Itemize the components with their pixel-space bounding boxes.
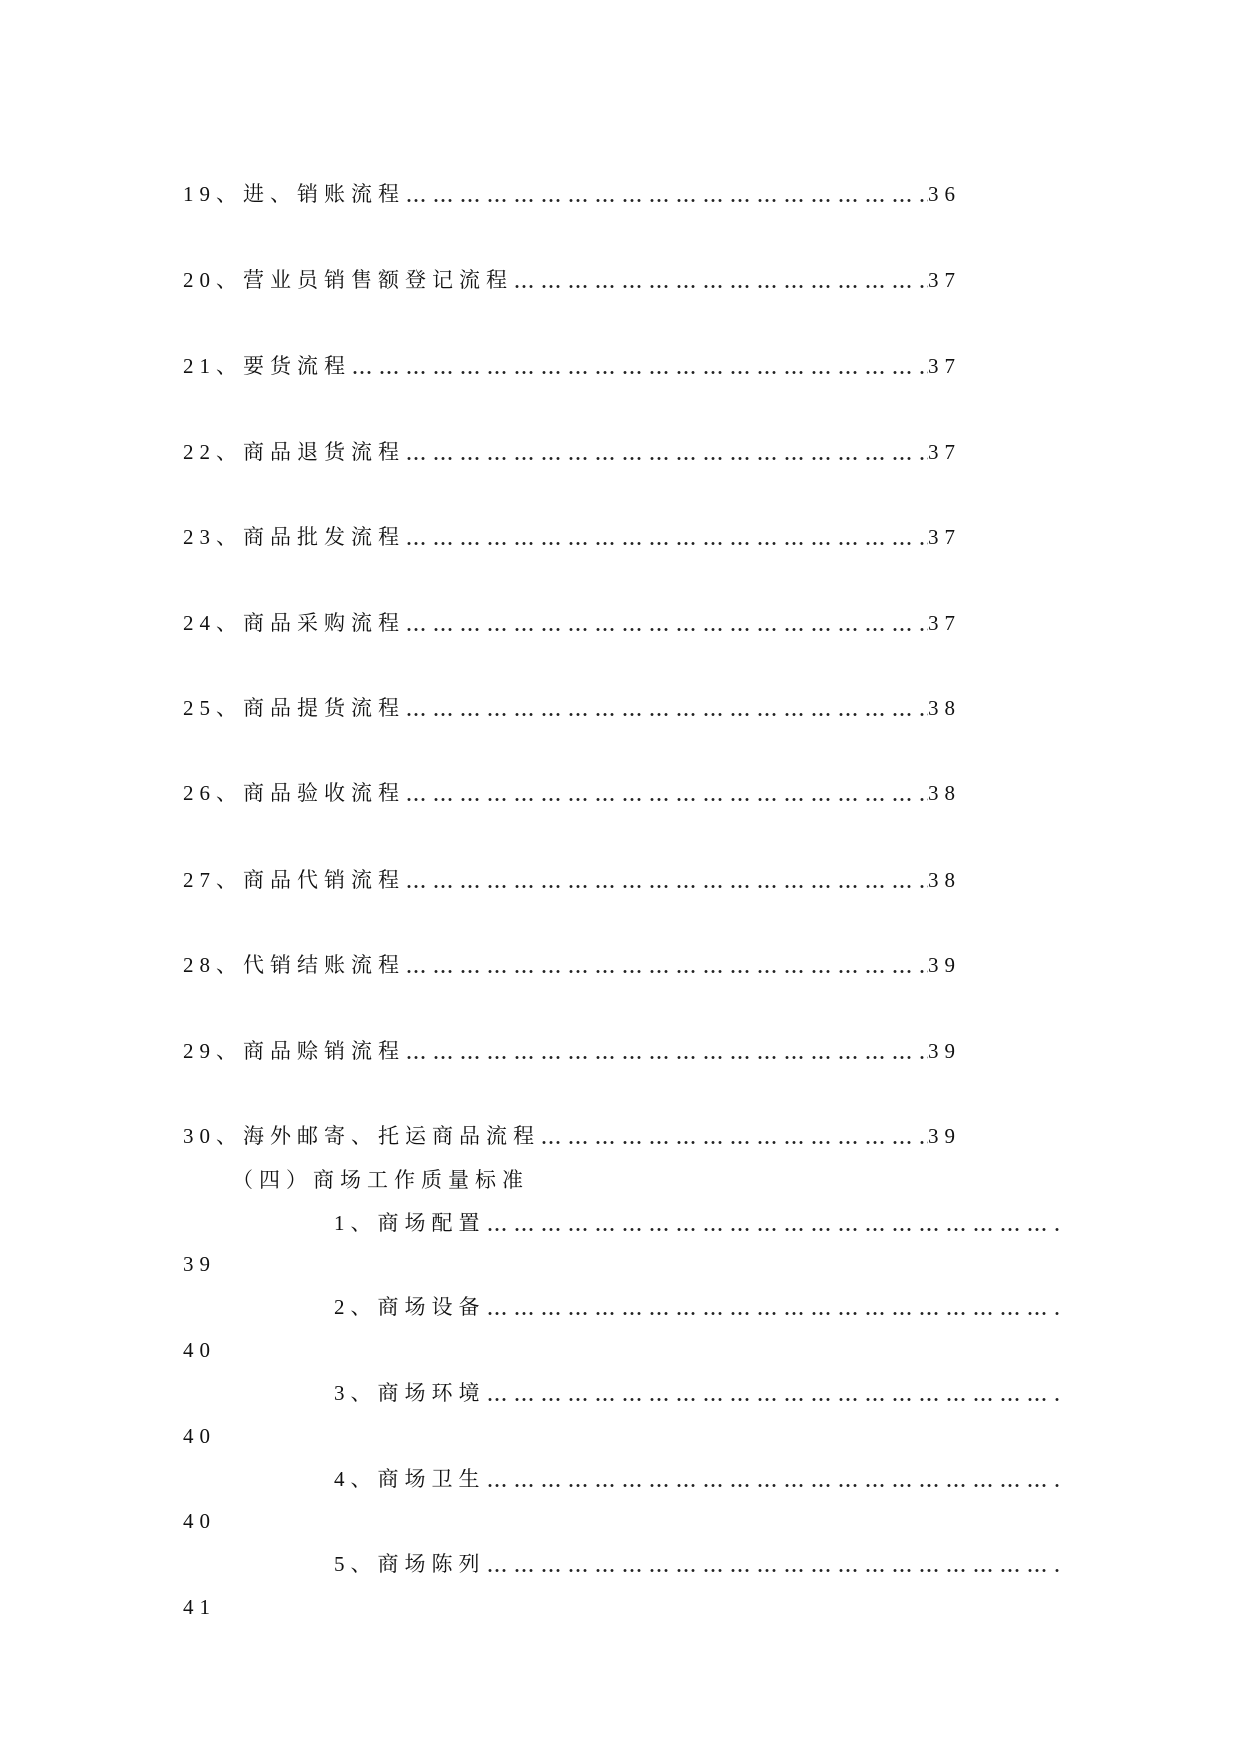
toc-entry-page: 38 [928,868,961,892]
toc-entry-page: 37 [928,440,961,464]
toc-entry [183,1036,961,1066]
toc-subentry [334,1292,1062,1322]
toc-entry-title: 21、要货流程 [183,354,351,378]
toc-entry-page: 39 [928,1039,961,1063]
toc-entry-page: 38 [928,781,961,805]
toc-subentry [334,1378,1062,1408]
toc-entry-title: 25、商品提货流程 [183,696,405,720]
dot-leader [405,522,928,552]
dot-leader [486,1464,1063,1494]
dot-leader [486,1549,1063,1579]
dot-leader [405,608,928,638]
dot-leader [405,693,928,723]
toc-entry-page: 37 [928,354,961,378]
toc-entry [183,693,961,723]
dot-leader [405,437,928,467]
dot-leader [486,1378,1063,1408]
toc-entry-page: 39 [928,953,961,977]
toc-entry [183,179,961,209]
toc-entry [183,608,961,638]
dot-leader [513,265,928,295]
toc-entry-page: 37 [928,525,961,549]
dot-leader [405,865,928,895]
toc-subentry [334,1208,1062,1238]
toc-subentry-title: 2、商场设备 [334,1295,486,1319]
dot-leader [351,351,928,381]
toc-entry-title: 29、商品赊销流程 [183,1039,405,1063]
toc-entry [183,1121,961,1151]
toc-entry [183,265,961,295]
dot-leader [486,1208,1063,1238]
toc-entry-page: 36 [928,182,961,206]
toc-subentry-page: 40 [183,1509,216,1533]
toc-subentry-title: 3、商场环境 [334,1381,486,1405]
dot-leader [486,1292,1063,1322]
toc-entry-title: 24、商品采购流程 [183,611,405,635]
toc-entry-title: 26、商品验收流程 [183,781,405,805]
dot-leader [405,950,928,980]
toc-entry-title: 20、营业员销售额登记流程 [183,268,513,292]
toc-entry [183,522,961,552]
toc-subentry-title: 5、商场陈列 [334,1552,486,1576]
toc-subentry-page: 40 [183,1338,216,1362]
toc-entry-page: 37 [928,611,961,635]
toc-subentry [334,1549,1062,1579]
toc-entry-title: 28、代销结账流程 [183,953,405,977]
toc-subentry-page: 39 [183,1252,216,1276]
toc-entry [183,950,961,980]
dot-leader [540,1121,928,1151]
dot-leader [405,1036,928,1066]
toc-entry-title: 22、商品退货流程 [183,440,405,464]
toc-entry-title: 30、海外邮寄、托运商品流程 [183,1124,540,1148]
toc-entry-page: 38 [928,696,961,720]
toc-entry-title: 23、商品批发流程 [183,525,405,549]
toc-subentry-page: 40 [183,1424,216,1448]
toc-entry-title: 19、进、销账流程 [183,182,405,206]
toc-entry [183,865,961,895]
toc-entry-page: 39 [928,1124,961,1148]
toc-subentry [334,1464,1062,1494]
toc-entry [183,437,961,467]
dot-leader [405,179,928,209]
toc-entry [183,778,961,808]
dot-leader [405,778,928,808]
toc-subentry-title: 4、商场卫生 [334,1467,486,1491]
toc-subentry-page: 41 [183,1595,216,1619]
toc-subentry-title: 1、商场配置 [334,1211,486,1235]
toc-entry [183,351,961,381]
toc-entry-page: 37 [928,268,961,292]
section-heading: （四）商场工作质量标准 [232,1168,529,1192]
toc-entry-title: 27、商品代销流程 [183,868,405,892]
